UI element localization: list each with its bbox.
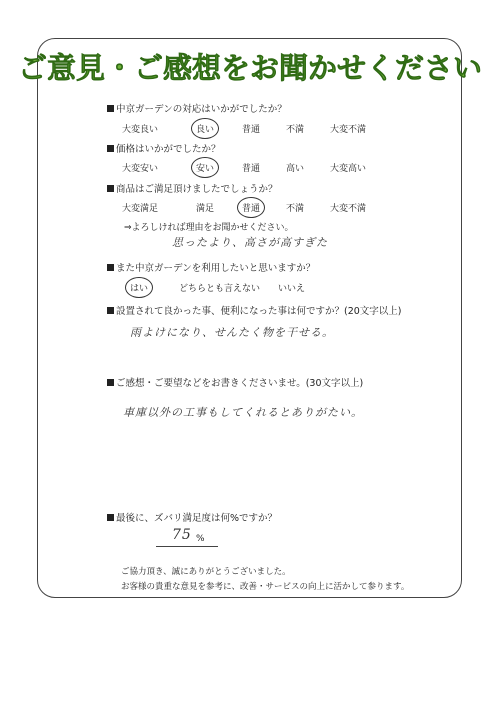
option-expensive[interactable]: 高い (286, 164, 305, 174)
option-satisfied[interactable]: 満足 (196, 204, 215, 214)
question-text: 中京ガーデンの対応はいかがでしたか？ (116, 104, 287, 115)
bullet-square-icon (107, 514, 114, 521)
option-dissatisfied[interactable]: 不満 (286, 204, 305, 214)
option-yes-selected[interactable]: はい (130, 281, 148, 294)
question-text: また中京ガーデンを利用したいと思いますか？ (116, 263, 316, 274)
reason-prompt: ⇒よろしければ理由をお聞かせください。 (124, 223, 294, 233)
option-normal[interactable]: 普通 (242, 125, 261, 135)
bullet-square-icon (107, 307, 114, 314)
question-benefits (107, 303, 402, 317)
bullet-square-icon (107, 185, 114, 192)
answer-underline (156, 546, 218, 547)
option-very-dissatisfied[interactable]: 大変不満 (330, 204, 367, 214)
option-no[interactable]: いいえ (278, 284, 306, 294)
option-very-expensive[interactable]: 大変高い (330, 164, 367, 174)
question-price (107, 141, 221, 155)
option-very-satisfied[interactable]: 大変満足 (122, 204, 159, 214)
bullet-square-icon (107, 264, 114, 271)
question-text: ご感想・ご要望などをお書きくださいませ。(30文字以上) (116, 378, 364, 389)
option-cheap-selected[interactable]: 安い (196, 161, 214, 174)
question-product-satisfaction (107, 181, 278, 195)
question-satisfaction-percent (107, 510, 277, 524)
option-normal-selected[interactable]: 普通 (242, 201, 260, 214)
footer-message: お客様の貴重な意見を参考に、改善・サービスの向上に活かして参ります。 (121, 582, 410, 592)
option-dissatisfied[interactable]: 不満 (286, 125, 305, 135)
footer-thanks: ご協力頂き、誠にありがとうございました。 (121, 567, 291, 577)
question-text: 最後に、ズバリ満足度は何%ですか？ (116, 513, 278, 524)
option-very-good[interactable]: 大変良い (122, 125, 159, 135)
question-feedback (107, 375, 363, 389)
feedback-answer-handwritten: 車庫以外の工事もしてくれるとありがたい。 (123, 406, 363, 419)
survey-title: ご意見・ご感想をお聞かせください (17, 51, 482, 85)
question-reuse (107, 260, 315, 274)
option-very-dissatisfied[interactable]: 大変不満 (330, 125, 367, 135)
bullet-square-icon (107, 145, 114, 152)
question-text: 価格はいかがでしたか？ (116, 144, 221, 155)
question-staff-response (107, 101, 287, 115)
bullet-square-icon (107, 105, 114, 112)
percent-unit: % (196, 534, 205, 544)
question-text: 商品はご満足頂けましたでしょうか？ (116, 184, 278, 195)
option-good-selected[interactable]: 良い (196, 122, 214, 135)
option-normal[interactable]: 普通 (242, 164, 261, 174)
benefits-answer-handwritten: 雨よけになり、せんたく物を干せる。 (130, 326, 334, 339)
reason-answer-handwritten: 思ったより、高さが高すぎた (172, 236, 328, 249)
question-text: 設置されて良かった事、便利になった事は何ですか？(20文字以上) (116, 306, 402, 317)
satisfaction-answer-handwritten: 75 (172, 527, 192, 543)
bullet-square-icon (107, 379, 114, 386)
option-very-cheap[interactable]: 大変安い (122, 164, 159, 174)
option-neither[interactable]: どちらとも言えない (179, 284, 261, 294)
